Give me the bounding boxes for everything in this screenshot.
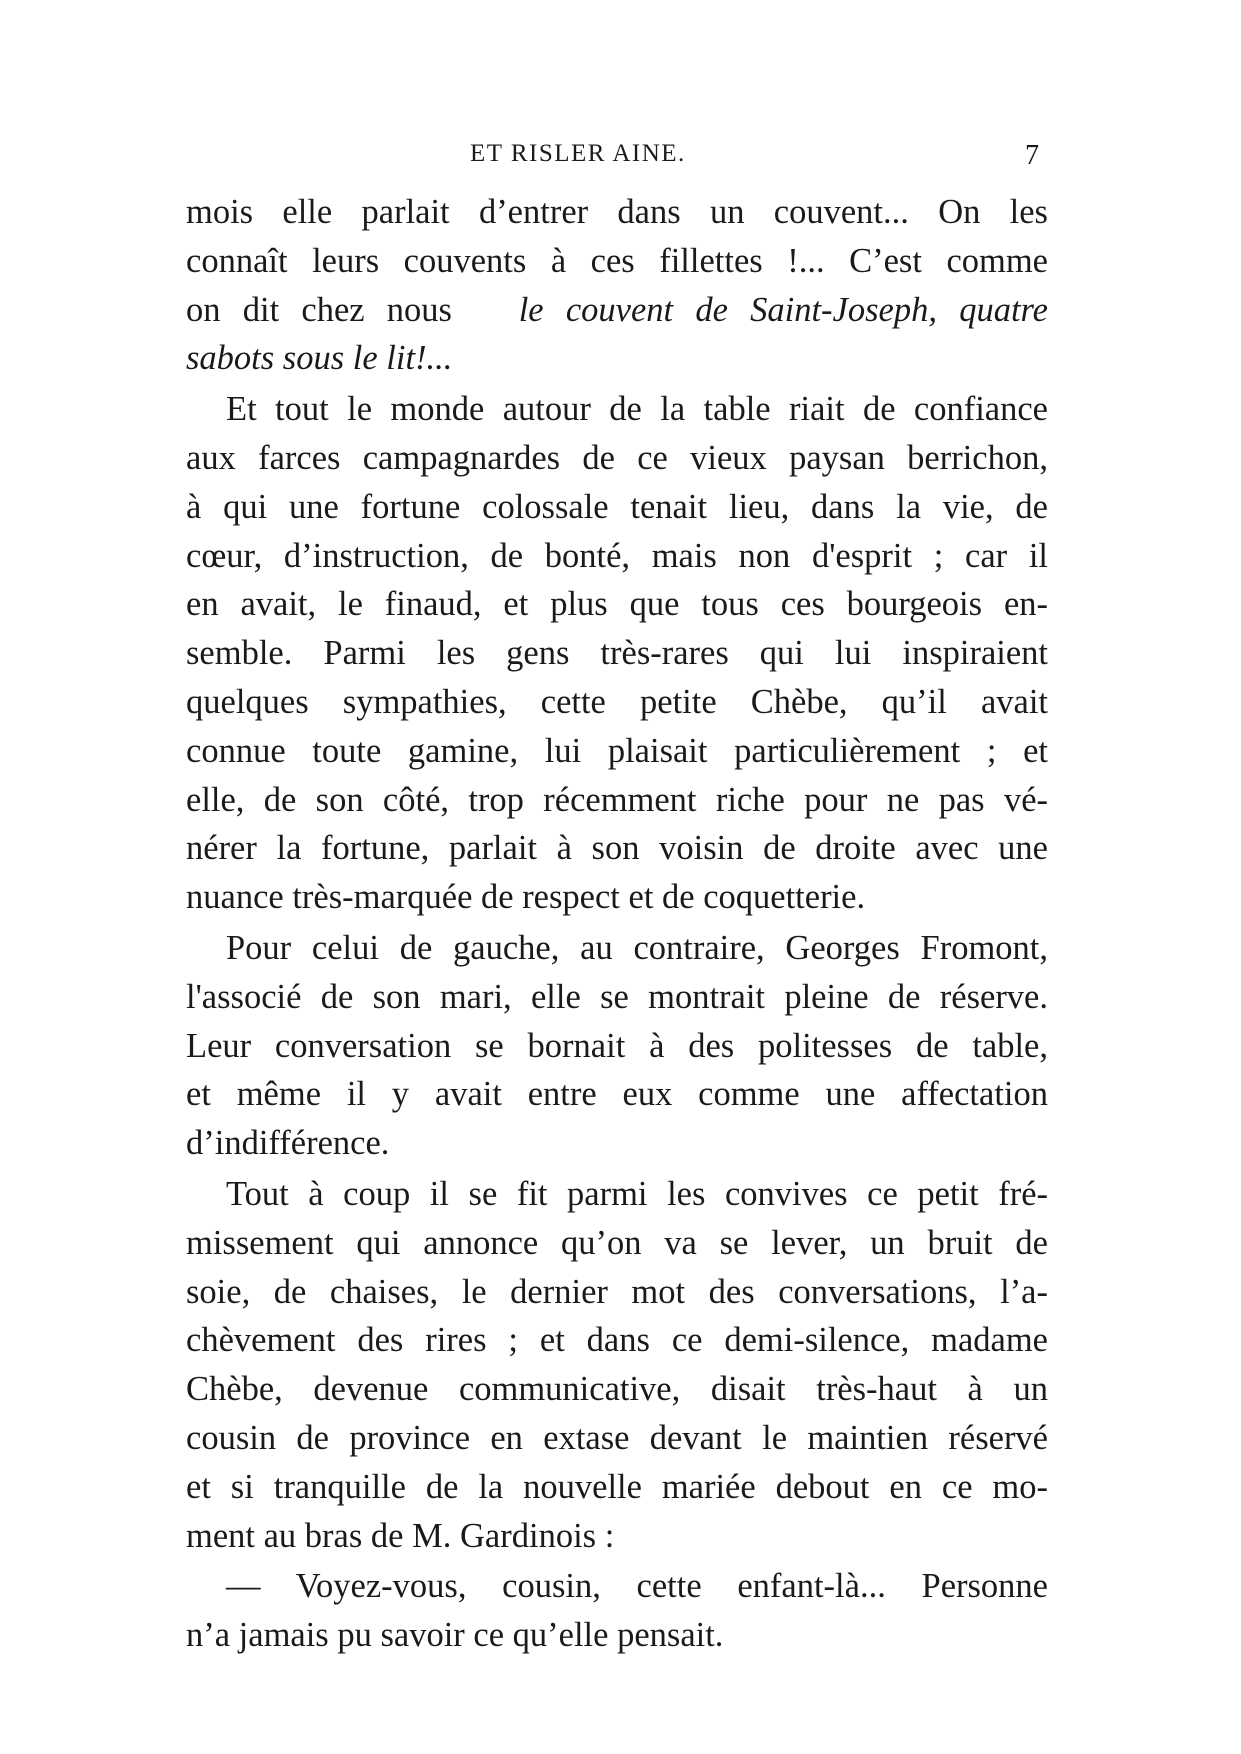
text-line: n’a jamais pu savoir ce qu’elle pensait. [186,1616,724,1655]
paragraph-3 [186,924,1048,1168]
text-line: aux farces campagnardes de ce vieux paysan berrichon, [186,438,1048,477]
text-line: Tout à coup il se fit parmi les convives ce petit fré- [226,1174,1048,1213]
text-line: soie, de chaises, le dernier mot des conversations, l’a- [186,1272,1048,1311]
text-line: nuance très-marquée de respect et de coquetterie. [186,878,866,917]
italic-span: sabots sous le lit!... [186,339,453,378]
text-line: cœur, d’instruction, de bonté, mais non d'esprit ; car il [186,536,1048,575]
text-line: et même il y avait entre eux comme une affectation [186,1075,1048,1114]
text-line: et si tranquille de la nouvelle mariée debout en ce mo- [186,1467,1048,1506]
text-line: Pour celui de gauche, au contraire, Georges Fromont, [226,928,1048,967]
page-number: 7 [1025,140,1041,171]
text-line: Chèbe, devenue communicative, disait très-haut à un [186,1370,1048,1409]
text-line: nérer la fortune, parlait à son voisin de droite avec une [186,829,1048,868]
text-line: connaît leurs couvents à ces fillettes !... C’est comme [186,241,1048,280]
text-line: d’indifférence. [186,1124,390,1163]
text-line-italic: le couvent de Saint-Joseph, quatre [518,290,1048,329]
body-text [186,188,1048,1660]
text-line: connue toute gamine, lui plaisait particulièrement ; et [186,731,1048,770]
paragraph-1 [186,188,1048,383]
text-line: semble. Parmi les gens très-rares qui lui inspiraient [186,634,1048,673]
text-line: mois elle parlait d’entrer dans un couvent... On les [186,193,1048,231]
text-line: en avait, le finaud, et plus que tous ces bourgeois en- [186,585,1048,624]
text-line-italic [186,334,1048,383]
text-line: missement qui annonce qu’on va se lever, un bruit de [186,1223,1048,1262]
text-line: l'associé de son mari, elle se montrait pleine de réserve. [186,977,1048,1016]
text-line: à qui une fortune colossale tenait lieu, dans la vie, de [186,487,1048,526]
text-line: quelques sympathies, cette petite Chèbe, qu’il avait [186,682,1048,721]
paragraph-4 [186,1170,1048,1560]
running-head [0,140,1241,174]
text-line: ment au bras de M. Gardinois : [186,1516,615,1555]
text-line-roman: on dit chez nous [186,290,452,329]
text-line-mixed [186,286,1048,335]
text-line: elle, de son côté, trop récemment riche pour ne pas vé- [186,780,1048,819]
text-line: — Voyez-vous, cousin, cette enfant-là... Personne [226,1567,1048,1606]
text-line: Leur conversation se bornait à des politesses de table, [186,1026,1048,1065]
paragraph-2 [186,385,1048,922]
running-title: ET RISLER AINE. [470,140,686,167]
text-line: Et tout le monde autour de la table riait de confiance [226,390,1048,429]
text-line: chèvement des rires ; et dans ce demi-silence, madame [186,1321,1048,1360]
text-line: cousin de province en extase devant le maintien réservé [186,1418,1048,1457]
paragraph-5 [186,1562,1048,1660]
